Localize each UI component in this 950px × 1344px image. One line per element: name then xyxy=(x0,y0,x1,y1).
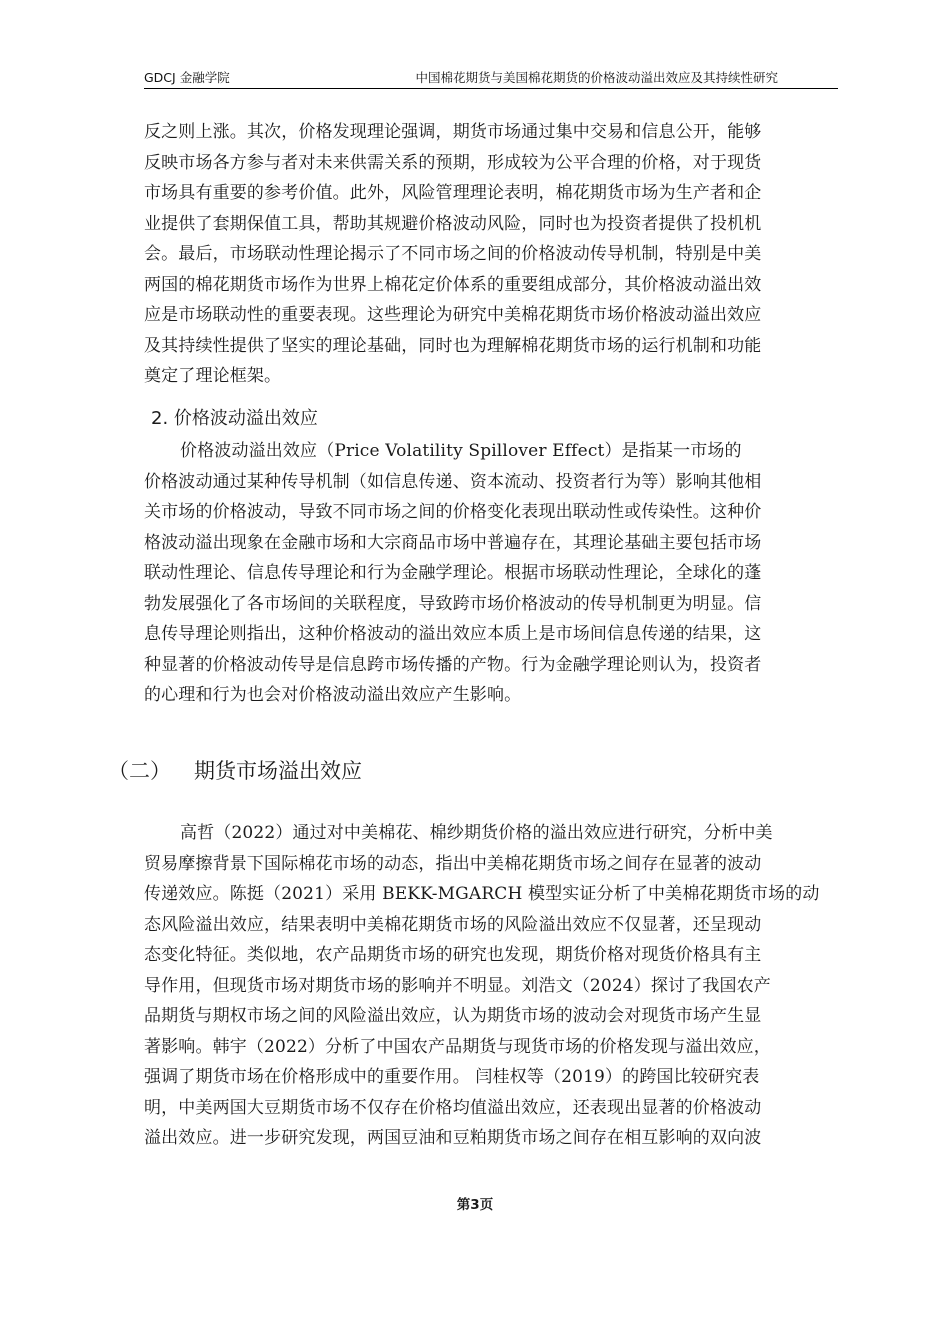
text-line: 关市场的价格波动，导致不同市场之间的价格变化表现出联动性或传染性。这种价 xyxy=(144,502,762,522)
text-line: 奠定了理论框架。 xyxy=(144,366,282,386)
text-line: 种显著的价格波动传导是信息跨市场传播的产物。行为金融学理论则认为，投资者 xyxy=(144,654,762,675)
text-line: 导作用，但现货市场对期货市场的影响并不明显。刘浩文（2024）探讨了我国农产 xyxy=(144,975,771,996)
text-line: 强调了期货市场在价格形成中的重要作用。 闫桂权等（2019）的跨国比较研究表 xyxy=(144,1067,760,1087)
text-line: 传递效应。陈挺（2021）采用 BEKK-MGARCH 模型实证分析了中美棉花期货市场的动 xyxy=(144,884,820,904)
text-line: 品期货与期权市场之间的风险溢出效应，认为期货市场的波动会对现货市场产生显 xyxy=(144,1006,762,1026)
text-line: 价格波动通过某种传导机制（如信息传递、资本流动、投资者行为等）影响其他相 xyxy=(144,471,762,492)
header-institution: GDCJ 金融学院 xyxy=(144,70,230,85)
text-line: 贸易摩擦背景下国际棉花市场的动态，指出中美棉花期货市场之间存在显著的波动 xyxy=(144,853,762,874)
text-line: 价格波动溢出效应（Price Volatility Spillover Effect）是指某一市场的 xyxy=(180,441,742,461)
text-line: 著影响。韩宇（2022）分析了中国农产品期货与现货市场的价格发现与溢出效应， xyxy=(144,1036,771,1057)
subsection-heading xyxy=(151,404,318,434)
section-title: 期货市场溢出效应 xyxy=(194,759,362,783)
text-line: 应是市场联动性的重要表现。这些理论为研究中美棉花期货市场价格波动溢出效应 xyxy=(144,305,762,325)
subsection-title: 价格波动溢出效应 xyxy=(173,408,318,429)
text-line: 反映市场各方参与者对未来供需关系的预期，形成较为公平合理的价格，对于现货 xyxy=(144,152,762,173)
subsection-number: 2. xyxy=(151,408,169,429)
text-line: 及其持续性提供了坚实的理论基础，同时也为理解棉花期货市场的运行机制和功能 xyxy=(144,335,762,356)
section-heading xyxy=(108,755,362,787)
text-line: 会。最后，市场联动性理论揭示了不同市场之间的价格波动传导机制，特别是中美 xyxy=(144,244,762,264)
page-header xyxy=(144,66,838,89)
text-line: 业提供了套期保值工具，帮助其规避价格波动风险，同时也为投资者提供了投机机 xyxy=(144,213,762,234)
header-paper-title: 中国棉花期货与美国棉花期货的价格波动溢出效应及其持续性研究 xyxy=(415,70,778,85)
text-line: 明，中美两国大豆期货市场不仅存在价格均值溢出效应，还表现出显著的价格波动 xyxy=(144,1097,762,1118)
text-line: 溢出效应。进一步研究发现，两国豆油和豆粕期货市场之间存在相互影响的双向波 xyxy=(144,1128,762,1148)
text-line: 格波动溢出现象在金融市场和大宗商品市场中普遍存在，其理论基础主要包括市场 xyxy=(144,532,762,553)
text-line: 两国的棉花期货市场作为世界上棉花定价体系的重要组成部分，其价格波动溢出效 xyxy=(144,274,762,295)
text-line: 态变化特征。类似地，农产品期货市场的研究也发现，期货价格对现货价格具有主 xyxy=(144,945,762,965)
text-line: 勃发展强化了各市场间的关联程度，导致跨市场价格波动的传导机制更为明显。信 xyxy=(144,593,762,614)
text-line: 息传导理论则指出，这种价格波动的溢出效应本质上是市场间信息传递的结果，这 xyxy=(144,624,762,644)
text-line: 市场具有重要的参考价值。此外，风险管理理论表明，棉花期货市场为生产者和企 xyxy=(144,183,762,203)
paragraph-theory-summary xyxy=(144,117,838,392)
page-number: 第3页 xyxy=(456,1197,494,1213)
paragraph-spillover-definition xyxy=(144,436,838,711)
text-line: 态风险溢出效应，结果表明中美棉花期货市场的风险溢出效应不仅显著，还呈现动 xyxy=(144,914,762,935)
text-line: 高哲（2022）通过对中美棉花、棉纱期货价格的溢出效应进行研究，分析中美 xyxy=(180,823,773,843)
text-line: 的心理和行为也会对价格波动溢出效应产生影响。 xyxy=(144,685,522,705)
paragraph-literature-review xyxy=(144,818,838,1154)
section-number: （二） xyxy=(108,759,171,783)
text-line: 联动性理论、信息传导理论和行为金融学理论。根据市场联动性理论，全球化的蓬 xyxy=(144,563,762,583)
text-line: 反之则上涨。其次，价格发现理论强调，期货市场通过集中交易和信息公开，能够 xyxy=(144,122,762,142)
